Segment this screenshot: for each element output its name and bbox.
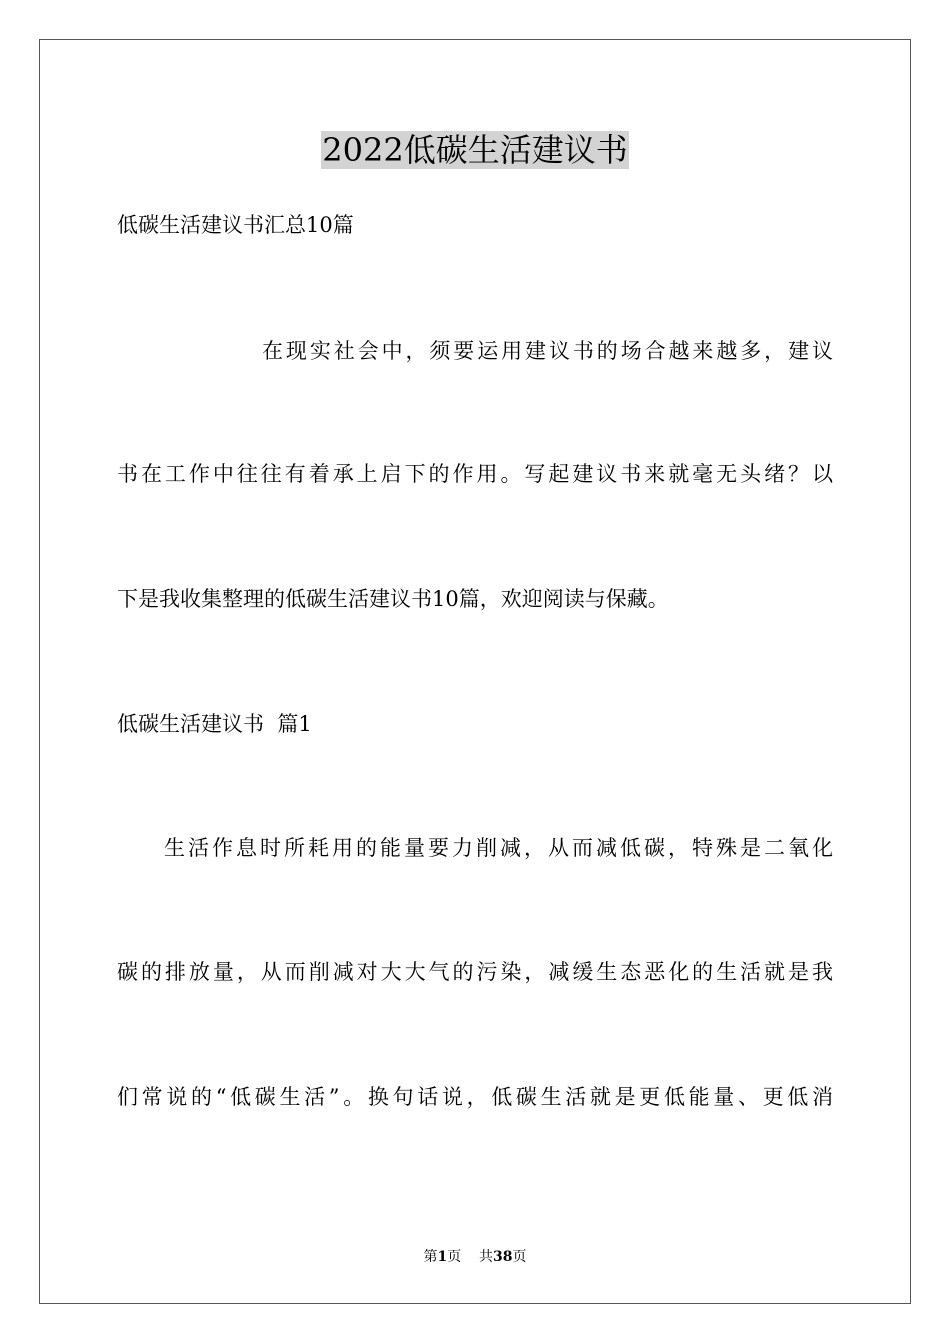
- page-footer: [0, 1247, 950, 1267]
- document-title: [0, 128, 950, 172]
- footer-total-suffix: 页: [512, 1249, 527, 1265]
- intro-line-2: 书在工作中往往有着承上启下的作用。写起建议书来就毫无头绪？以: [117, 462, 833, 486]
- intro-line-1: 在现实社会中，须要运用建议书的场合越来越多，建议: [262, 339, 833, 363]
- document-subtitle: 低碳生活建议书汇总10篇: [117, 213, 354, 237]
- footer-page-number: 1: [437, 1249, 448, 1265]
- section-heading: 低碳生活建议书 篇1: [117, 712, 312, 736]
- footer-page-prefix: 第: [423, 1249, 438, 1265]
- body-line-3: 们常说的“低碳生活”。换句话说，低碳生活就是更低能量、更低消: [117, 1085, 833, 1109]
- footer-total-pages: 38: [493, 1249, 513, 1265]
- footer-total-prefix: 共: [479, 1249, 494, 1265]
- body-line-2: 碳的排放量，从而削减对大大气的污染，减缓生态恶化的生活就是我: [117, 960, 833, 984]
- footer-page-suffix: 页: [447, 1249, 462, 1265]
- intro-line-3: 下是我收集整理的低碳生活建议书10篇，欢迎阅读与保藏。: [117, 587, 669, 611]
- body-line-1: 生活作息时所耗用的能量要力削减，从而减低碳，特殊是二氧化: [164, 836, 833, 860]
- document-title-text: 2022低碳生活建议书: [322, 131, 628, 169]
